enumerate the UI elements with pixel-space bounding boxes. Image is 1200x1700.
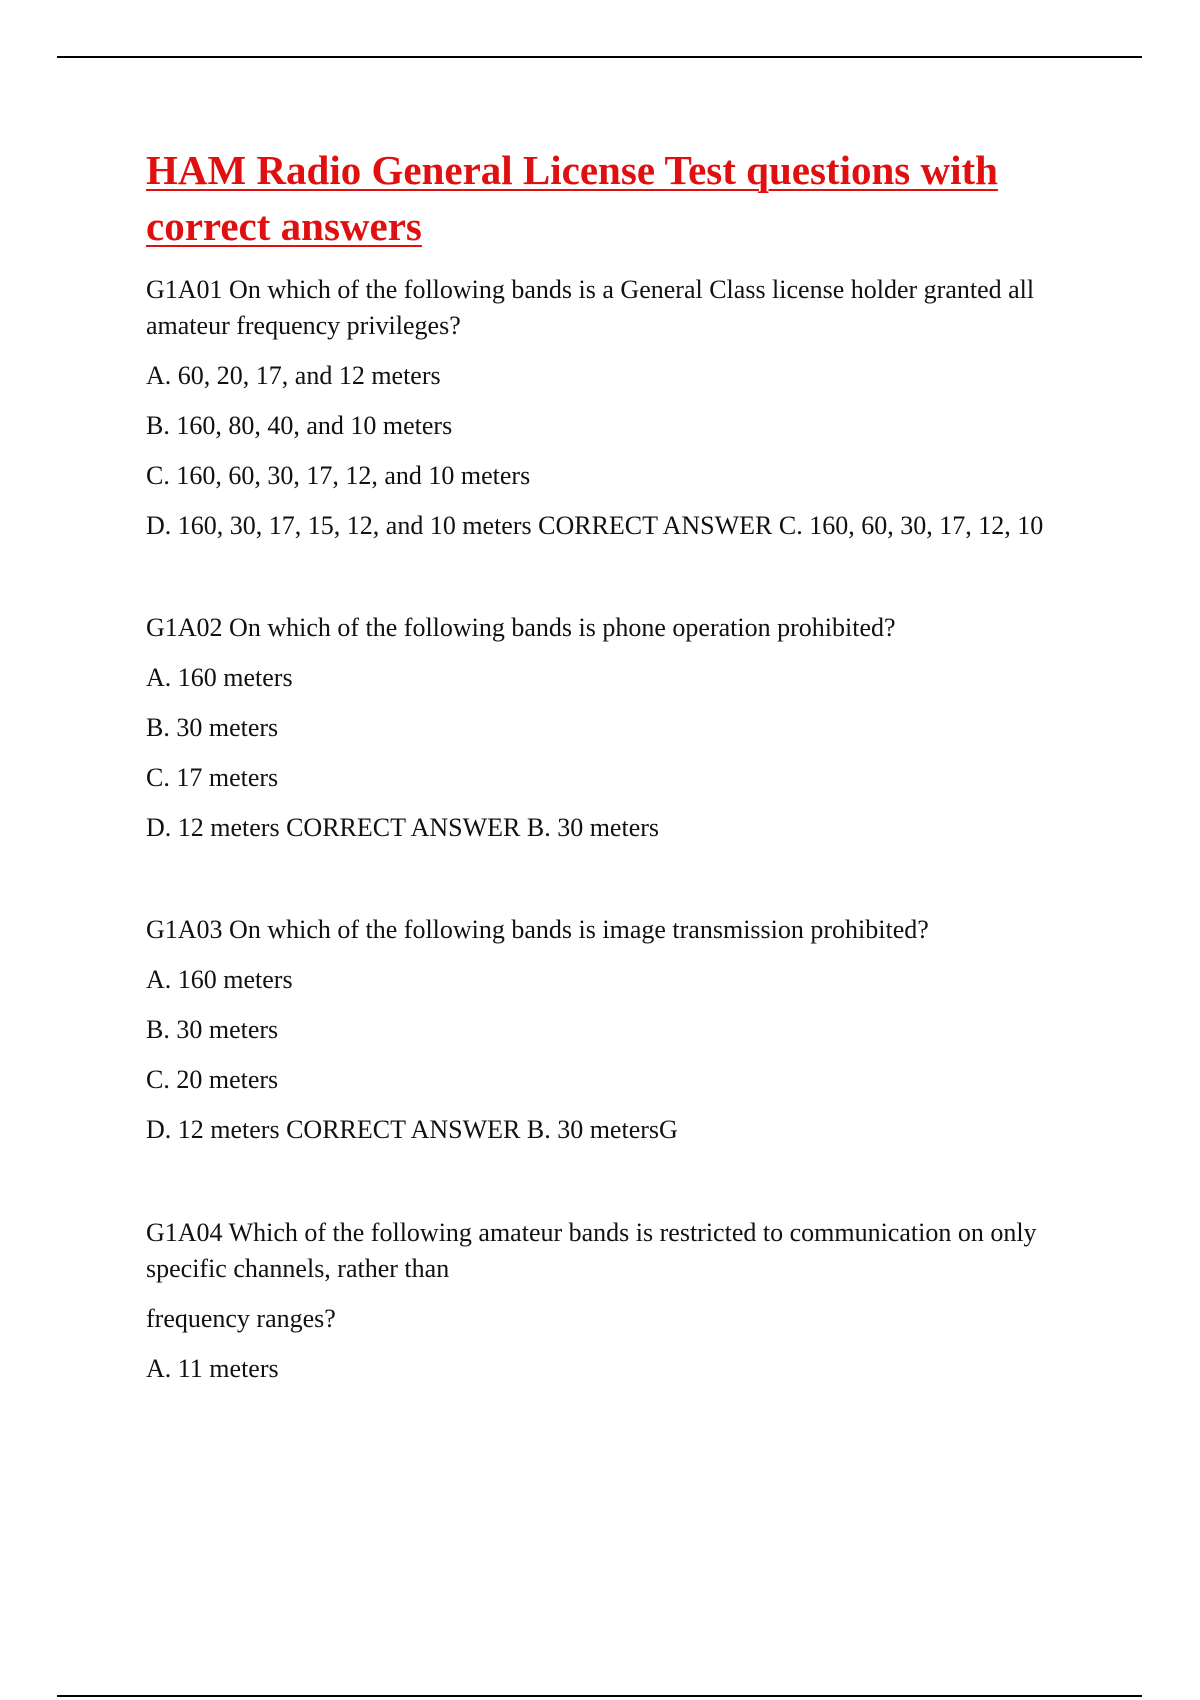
answer-option: B. 160, 80, 40, and 10 meters [146, 411, 453, 440]
top-rule [57, 56, 1142, 58]
question-block-1 [146, 272, 1096, 544]
question-block-2 [146, 610, 1096, 846]
question-text: G1A04 Which of the following amateur bands is restricted to communication on only specific channels, rather than [146, 1218, 1037, 1283]
question-text: G1A01 On which of the following bands is a General Class license holder granted all amateur frequency privileges? [146, 275, 1035, 340]
answer-option: A. 160 meters [146, 663, 293, 692]
question-block-3 [146, 912, 1096, 1148]
answer-option: A. 60, 20, 17, and 12 meters [146, 361, 441, 390]
bottom-rule [57, 1695, 1142, 1697]
question-text: G1A03 On which of the following bands is image transmission prohibited? [146, 915, 929, 944]
answer-option: A. 11 meters [146, 1354, 279, 1383]
answer-option: B. 30 meters [146, 713, 279, 742]
answer-option: C. 20 meters [146, 1065, 279, 1094]
answer-option-with-correct-answer: D. 12 meters CORRECT ANSWER B. 30 meters [146, 813, 660, 842]
answer-option-with-correct-answer: D. 12 meters CORRECT ANSWER B. 30 metersG [146, 1115, 678, 1144]
question-text: G1A02 On which of the following bands is phone operation prohibited? [146, 613, 896, 642]
answer-option: C. 160, 60, 30, 17, 12, and 10 meters [146, 461, 531, 490]
answer-option: C. 17 meters [146, 763, 279, 792]
answer-option: B. 30 meters [146, 1015, 279, 1044]
question-text-continuation: frequency ranges? [146, 1304, 336, 1333]
answer-option: A. 160 meters [146, 965, 293, 994]
answer-option-with-correct-answer: D. 160, 30, 17, 15, 12, and 10 meters CORRECT ANSWER C. 160, 60, 30, 17, 12, 10 [146, 511, 1044, 540]
document-body [146, 142, 1096, 1387]
question-block-4 [146, 1215, 1096, 1387]
document-title: HAM Radio General License Test questions with correct answers [146, 147, 998, 249]
